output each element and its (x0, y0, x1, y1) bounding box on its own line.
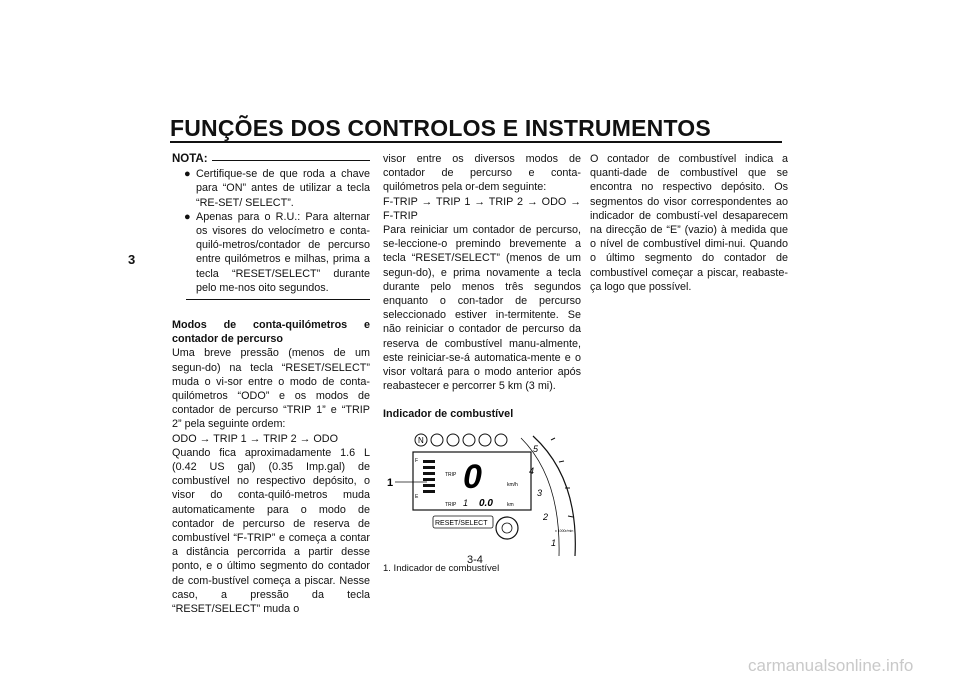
fuel-empty-mark: E (415, 493, 419, 500)
paragraph: Para reiniciar um contador de percurso, se-leccione-o premindo brevemente a tecla “RESET/SELECT” (menos de um segun-do), e prima novamente a tecla durante pelo menos três segundos enquanto o con-tador de percurso seleccionado estiver in-termitente. Se não reiniciar o contador de percurso da reserva de combustível manu-almente, este reiniciar-se-á automatica-mente e o visor voltará para o modo anterior após reabastecer e percorrer 5 km (3 mi). (383, 224, 581, 393)
trip-label-2: TRIP (445, 501, 457, 508)
note-label: NOTA: (172, 153, 208, 165)
callout-number: 1 (387, 476, 394, 489)
distance-unit: km (507, 501, 514, 508)
title-rule (170, 141, 782, 143)
column-2 (383, 152, 581, 576)
speed-unit: km/h (507, 481, 518, 488)
reset-select-button (496, 517, 518, 539)
neutral-indicator-icon: N (418, 435, 424, 445)
odometer-digit: 0 (463, 457, 482, 496)
note-text: Apenas para o R.U.: Para alternar os visores do velocímetro e conta-quiló-metros/contador de percurso entre quilómetros e milhas, prima a tecla “RESET/SELECT” durante pelo me-nos oito segundos. (196, 210, 370, 294)
instrument-panel-illustration (383, 428, 579, 558)
section-heading-odometer: Modos de conta-quilómetros e contador de percurso (172, 319, 370, 346)
note-bullet (184, 210, 370, 295)
reset-select-label: RESET/SELECT (435, 519, 488, 527)
column-3 (590, 152, 788, 294)
section-heading-fuel: Indicador de combustível (383, 408, 514, 421)
paragraph: Uma breve pressão (menos de um segun-do) na tecla “RESET/SELECT” muda o vi-sor entre o modo de conta-quilómetros “ODO” e os modos de contador de percurso “TRIP 1” e “TRIP 2” pela seguinte ordem: (172, 347, 370, 431)
tach-label-1: 1 (551, 537, 557, 548)
mode-sequence: F-TRIP → TRIP 1 → TRIP 2 → ODO → F-TRIP (383, 195, 581, 222)
paragraph: Quando fica aproximadamente 1.6 L (0.42 US gal) (0.35 Imp.gal) de combustível no respectivo depósito, o visor do conta-quiló-metros muda automaticamente para o modo de contador de percurso de reserva de combustível “F-TRIP” e começa a contar a distância percorrida a partir desse ponto, e o último segmento do contador de com-bustível começa a piscar. Nesse caso, a pressão da tecla “RESET/SELECT” muda o (172, 446, 370, 616)
trip-reading: 0.0 (479, 497, 493, 509)
fuel-meter-bars (423, 460, 435, 493)
note-heading (172, 152, 370, 166)
page-title: FUNÇÕES DOS CONTROLOS E INSTRUMENTOS (170, 115, 711, 141)
bullet-icon: ● (184, 210, 191, 223)
paragraph: visor entre os diversos modos de contador de percurso e conta-quilómetros pela or-dem seguinte: (383, 153, 581, 194)
note-rule (212, 160, 370, 161)
bullet-icon: ● (184, 168, 191, 181)
mode-sequence: ODO → TRIP 1 → TRIP 2 → ODO (172, 432, 338, 445)
figure-caption: 1. Indicador de combustível (383, 562, 500, 574)
watermark: carmanualsonline.info (748, 656, 914, 675)
tach-label-3: 3 (537, 487, 543, 498)
column-1 (172, 152, 370, 616)
fuel-full-mark: F (415, 457, 419, 464)
tach-label-2: 2 (543, 511, 549, 522)
trip-label: TRIP (445, 471, 457, 478)
note-text: Certifique-se de que roda a chave para “ON” antes de utilizar a tecla “RE-SET/ SELECT”. (196, 168, 370, 209)
note-end-rule (186, 299, 370, 300)
indicator-icons (415, 434, 507, 446)
chapter-tab: 3 (128, 252, 136, 267)
trip-number: 1 (463, 497, 469, 508)
tach-unit-label: x 1000r/min (555, 528, 574, 533)
note-bullet (184, 167, 370, 210)
tach-label-4: 4 (529, 465, 535, 476)
paragraph: O contador de combustível indica a quanti-dade de combustível que se encontra no respectivo depósito. Os segmentos do visor correspondentes ao indicador de combustí-vel desaparecem na direcção de “E” (vazio) à medida que o nível de combustível dimi-nui. Quando o último segmento do contador de combustível começar a piscar, reabaste-ça logo que possível. (590, 153, 788, 293)
tach-label-5: 5 (533, 443, 539, 454)
page-number: 3-4 (467, 554, 483, 566)
